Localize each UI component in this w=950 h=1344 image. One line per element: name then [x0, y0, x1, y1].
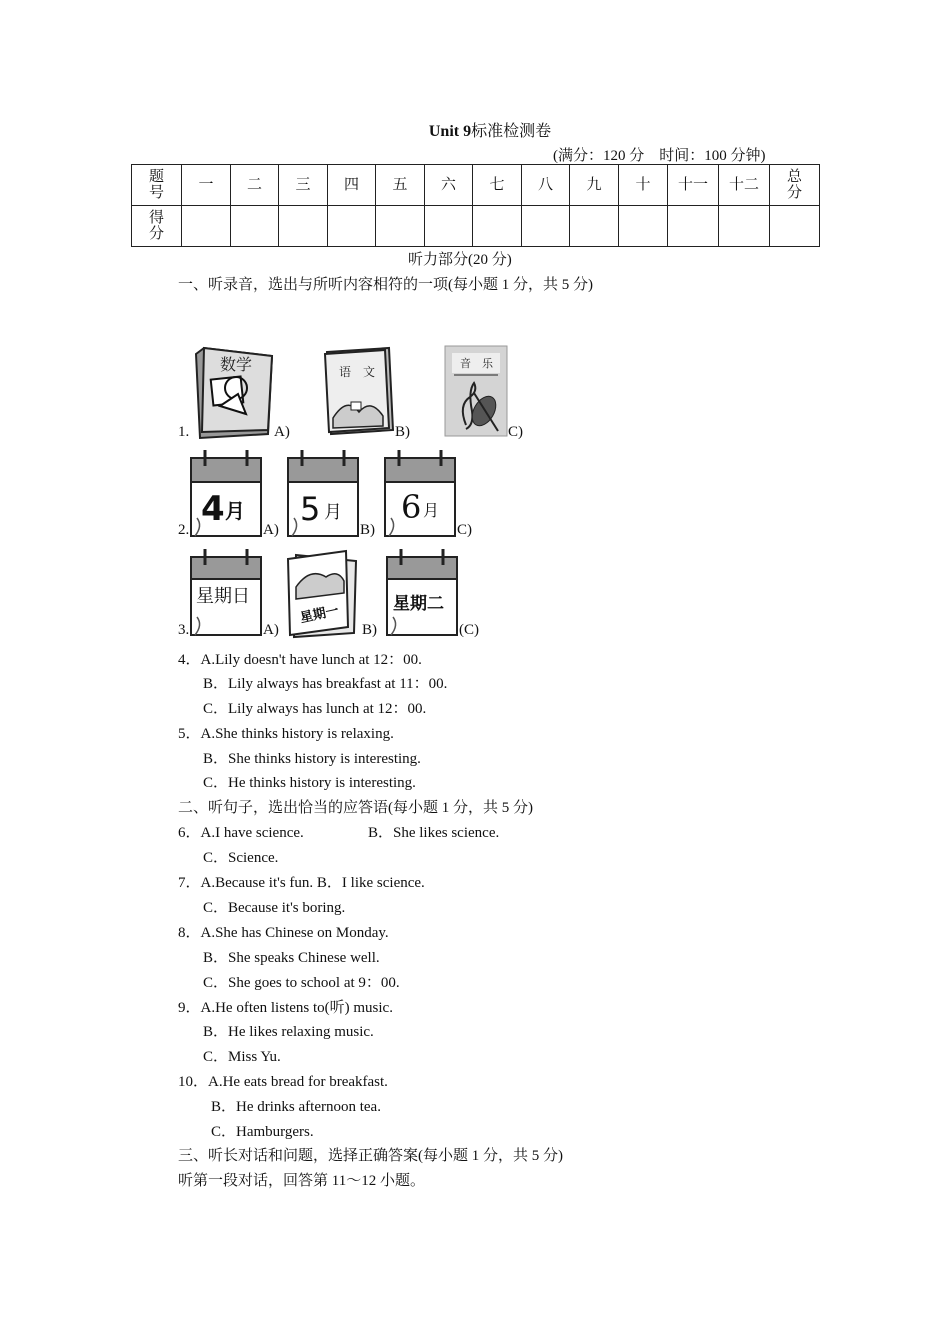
score-label: 得 分 — [132, 206, 182, 247]
may-digit: 5 — [300, 490, 321, 528]
monday-text: 星期一 — [298, 603, 341, 627]
q6-option-b[interactable]: B．She likes science. — [368, 825, 500, 841]
q2-option-c: C) — [457, 522, 472, 538]
q4-option-c[interactable]: C．Lily always has lunch at 12：00. — [203, 701, 427, 717]
section3-subheading: 听第一段对话，回答第 11～12 小题。 — [178, 1173, 425, 1189]
april-month-char: 月 — [225, 499, 245, 523]
q10-option-b[interactable]: B．He drinks afternoon tea. — [211, 1099, 381, 1115]
q1-option-a: A) — [274, 424, 290, 440]
total-label: 总 分 — [770, 165, 820, 206]
calendar-sunday-image[interactable] — [189, 547, 263, 637]
q2-number: 2. — [178, 522, 190, 538]
score-cell[interactable] — [719, 206, 770, 247]
exam-meta: (满分：120 分 时间：100 分钟) — [553, 148, 766, 164]
score-cell[interactable] — [376, 206, 425, 247]
q2-option-b: B) — [360, 522, 375, 538]
section1-heading: 一、听录音，选出与所听内容相符的一项(每小题 1 分，共 5 分) — [178, 277, 593, 293]
section3-heading: 三、听长对话和问题，选择正确答案(每小题 1 分，共 5 分) — [178, 1148, 563, 1164]
sunday-text: 星期日 — [196, 586, 250, 607]
col-10: 十 — [619, 165, 668, 206]
col-4: 四 — [328, 165, 376, 206]
score-cell[interactable] — [279, 206, 328, 247]
calendar-june-image[interactable] — [383, 448, 457, 538]
question-number-label: 题 号 — [132, 165, 182, 206]
col-3: 三 — [279, 165, 328, 206]
q10-option-a[interactable]: 10．A.He eats bread for breakfast. — [178, 1074, 388, 1090]
june-digit: 6 — [401, 488, 422, 526]
q3-number: 3. — [178, 622, 190, 638]
q1-number: 1. — [178, 424, 190, 440]
q6-option-c[interactable]: C．Science. — [203, 850, 279, 866]
score-cell[interactable] — [619, 206, 668, 247]
q1-option-c: C) — [508, 424, 523, 440]
score-cell[interactable] — [182, 206, 231, 247]
q3-option-b: B) — [362, 622, 377, 638]
q4-option-a[interactable]: 4．A.Lily doesn't have lunch at 12：00. — [178, 652, 422, 668]
q9-option-c[interactable]: C．Miss Yu. — [203, 1049, 281, 1065]
score-cell[interactable] — [328, 206, 376, 247]
listening-title: 听力部分(20 分) — [408, 252, 512, 268]
col-7: 七 — [473, 165, 522, 206]
music-book-title: 音 乐 — [460, 357, 493, 370]
q8-option-c[interactable]: C．She goes to school at 9：00. — [203, 975, 400, 991]
q5-option-a[interactable]: 5．A.She thinks history is relaxing. — [178, 726, 394, 742]
total-score-cell[interactable] — [770, 206, 820, 247]
q3-option-c: (C) — [459, 622, 479, 638]
chinese-book-image[interactable] — [323, 346, 395, 438]
q5-option-c[interactable]: C．He thinks history is interesting. — [203, 775, 416, 791]
music-book-image[interactable] — [444, 345, 508, 437]
q8-option-a[interactable]: 8．A.She has Chinese on Monday. — [178, 925, 389, 941]
score-table-score-row — [132, 206, 820, 247]
tuesday-text: 星期二 — [393, 594, 444, 614]
col-5: 五 — [376, 165, 425, 206]
score-cell[interactable] — [425, 206, 473, 247]
q5-option-b[interactable]: B．She thinks history is interesting. — [203, 751, 421, 767]
col-12: 十二 — [719, 165, 770, 206]
q8-option-b[interactable]: B．She speaks Chinese well. — [203, 950, 380, 966]
q1-option-b: B) — [395, 424, 410, 440]
score-cell[interactable] — [668, 206, 719, 247]
q6-option-a[interactable]: 6．A.I have science. — [178, 825, 304, 841]
q4-option-b[interactable]: B．Lily always has breakfast at 11：00. — [203, 676, 448, 692]
may-month-char: 月 — [324, 502, 342, 523]
math-book-image[interactable] — [190, 344, 274, 440]
col-2: 二 — [231, 165, 279, 206]
score-table-header-row — [132, 165, 820, 206]
col-6: 六 — [425, 165, 473, 206]
section2-heading: 二、听句子，选出恰当的应答语(每小题 1 分，共 5 分) — [178, 800, 533, 816]
score-cell[interactable] — [570, 206, 619, 247]
col-1: 一 — [182, 165, 231, 206]
math-book-title: 数学 — [220, 355, 253, 374]
col-8: 八 — [522, 165, 570, 206]
chinese-book-title: 语 文 — [339, 365, 376, 379]
score-cell[interactable] — [522, 206, 570, 247]
page-title: Unit 9标准检测卷 — [428, 123, 552, 140]
col-9: 九 — [570, 165, 619, 206]
calendar-tuesday-image[interactable] — [385, 547, 459, 637]
q7-option-c[interactable]: C．Because it's boring. — [203, 900, 346, 916]
q9-option-a[interactable]: 9．A.He often listens to(听) music. — [178, 1000, 393, 1016]
april-digit: 4 — [201, 489, 225, 529]
col-11: 十一 — [668, 165, 719, 206]
calendar-monday-image[interactable] — [286, 547, 362, 639]
q7-options-ab[interactable]: 7．A.Because it's fun. B．I like science. — [178, 875, 425, 891]
calendar-april-image[interactable] — [189, 448, 263, 538]
score-cell[interactable] — [231, 206, 279, 247]
q10-option-c[interactable]: C．Hamburgers. — [211, 1124, 314, 1140]
q2-option-a: A) — [263, 522, 279, 538]
q3-option-a: A) — [263, 622, 279, 638]
q9-option-b[interactable]: B．He likes relaxing music. — [203, 1024, 374, 1040]
june-month-char: 月 — [423, 501, 440, 520]
score-table — [131, 164, 820, 247]
score-cell[interactable] — [473, 206, 522, 247]
calendar-may-image[interactable] — [286, 448, 360, 538]
